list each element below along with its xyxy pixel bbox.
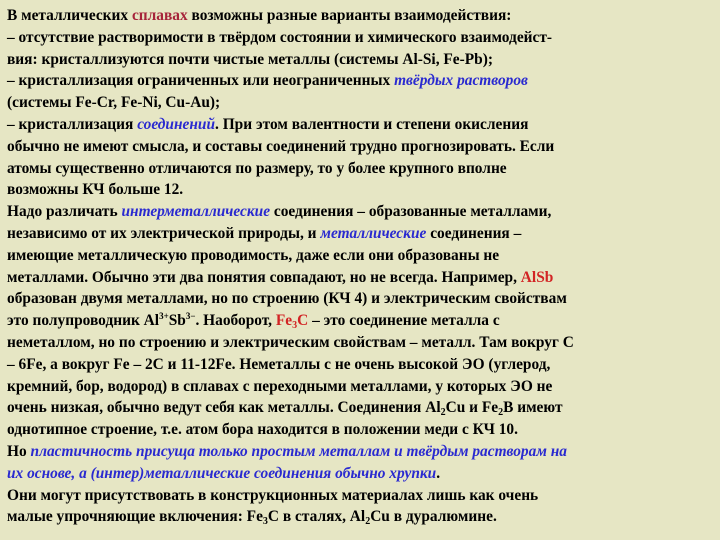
text-run: C bbox=[297, 312, 309, 330]
text-line-12 bbox=[7, 245, 713, 267]
text-run: 3− bbox=[185, 311, 196, 322]
text-run: это полупроводник Al bbox=[7, 312, 160, 330]
term-solid-solutions: твёрдых растворов bbox=[394, 72, 528, 90]
term-compounds: соединений bbox=[137, 115, 216, 133]
text-run: соединения – образованные металлами, bbox=[270, 203, 552, 221]
term-metallic: металлические bbox=[320, 224, 427, 242]
text-line-5 bbox=[7, 92, 713, 114]
text-run: Они могут присутствовать в конструкционных материалах лишь как очень bbox=[7, 486, 539, 504]
text-line-20 bbox=[7, 419, 713, 441]
text-run: 3 bbox=[262, 516, 268, 528]
text-run: Fe bbox=[275, 312, 293, 330]
text-run: 3 bbox=[292, 320, 298, 332]
text-line-18 bbox=[7, 376, 713, 398]
text-line-17 bbox=[7, 354, 713, 376]
text-run: В металлических bbox=[7, 7, 132, 24]
text-run: C в сталях, Al bbox=[267, 508, 366, 526]
text-line-24 bbox=[7, 506, 713, 528]
text-run: вия: кристаллизуются почти чистые металлы (системы Al-Si, Fe-Pb); bbox=[7, 50, 493, 68]
text-run: соединения – bbox=[426, 224, 522, 242]
text-run: малые упрочняющие включения: Fe bbox=[7, 508, 263, 526]
text-line-15 bbox=[7, 310, 713, 332]
text-run: – 6Fe, а вокруг Fe – 2C и 11-12Fe. Неметаллы с не очень высокой ЭО (углерод, bbox=[7, 355, 551, 373]
text-line-22 bbox=[7, 463, 713, 485]
text-run: . При этом валентности и степени окисления bbox=[215, 115, 529, 133]
text-run: 2 bbox=[365, 516, 371, 528]
text-line-4 bbox=[7, 70, 713, 92]
text-run: – кристаллизация bbox=[7, 115, 138, 133]
text-line-14 bbox=[7, 288, 713, 310]
text-line-16 bbox=[7, 332, 713, 354]
formula-alsb: AlSb bbox=[520, 268, 554, 286]
text-run: . Наоборот, bbox=[195, 312, 276, 330]
text-line-10 bbox=[7, 201, 713, 223]
text-run: обычно не имеют смысла, и составы соединений трудно прогнозировать. Если bbox=[7, 137, 555, 155]
text-run: металлами. Обычно эти два понятия совпадают, но не всегда. Например, bbox=[7, 268, 521, 286]
term-alloys: сплавах bbox=[131, 7, 188, 24]
text-line-1 bbox=[7, 5, 713, 27]
text-line-8 bbox=[7, 158, 713, 180]
text-run: – кристаллизация ограниченных или неограниченных bbox=[7, 72, 395, 90]
text-run: (системы Fe-Cr, Fe-Ni, Cu-Au); bbox=[7, 94, 221, 112]
text-line-2 bbox=[7, 27, 713, 49]
text-run: очень низкая, обычно ведут себя как металлы. Соединения Al bbox=[7, 399, 441, 417]
text-line-21 bbox=[7, 441, 713, 463]
text-run: атомы существенно отличаются по размеру, то у более крупного вполне bbox=[7, 159, 507, 177]
text-run: – это соединение металла с bbox=[308, 312, 500, 330]
text-run: возможны разные варианты взаимодействия: bbox=[187, 7, 512, 24]
text-run: 3+ bbox=[159, 311, 169, 322]
text-run: 2 bbox=[498, 407, 504, 419]
text-run: B имеют bbox=[503, 399, 563, 417]
term-intermetallic: интерметаллические bbox=[121, 203, 271, 221]
text-line-19 bbox=[7, 397, 713, 419]
text-run: Cu и Fe bbox=[445, 399, 499, 417]
text-line-9 bbox=[7, 179, 713, 201]
text-run: . bbox=[436, 464, 441, 482]
text-run: однотипное строение, т.е. атом бора находится в положении меди с КЧ 10. bbox=[7, 421, 518, 439]
text-run: имеющие металлическую проводимость, даже если они образованы не bbox=[7, 246, 500, 264]
text-line-23 bbox=[7, 485, 713, 507]
text-line-3 bbox=[7, 49, 713, 71]
text-run: образован двумя металлами, но по строению (КЧ 4) и электрическим свойствам bbox=[7, 290, 567, 308]
formula-fe3c bbox=[275, 312, 309, 332]
term-plasticity: пластичность присуща только простым металлам и твёрдым растворам на bbox=[30, 442, 567, 460]
text-run: возможны КЧ больше 12. bbox=[7, 181, 184, 199]
text-run: Но bbox=[7, 442, 31, 460]
text-run: Надо различать bbox=[7, 203, 122, 221]
text-run: кремний, бор, водород) в сплавах с переходными металлами, у которых ЭО не bbox=[7, 377, 553, 395]
text-line-11 bbox=[7, 223, 713, 245]
text-line-13 bbox=[7, 267, 713, 289]
text-run: Cu в дуралюмине. bbox=[370, 508, 497, 526]
text-run: 2 bbox=[440, 407, 446, 419]
slide-text bbox=[7, 5, 713, 528]
text-run: неметаллом, но по строению и электрическим свойствам – металл. Там вокруг С bbox=[7, 333, 574, 351]
text-run: – отсутствие растворимости в твёрдом состоянии и химического взаимодейст- bbox=[7, 28, 553, 46]
text-line-6 bbox=[7, 114, 713, 136]
text-run: независимо от их электрической природы, и bbox=[7, 224, 321, 242]
text-line-7 bbox=[7, 136, 713, 158]
text-run: Sb bbox=[168, 312, 186, 330]
term-brittle: их основе, а (интер)металлические соединения обычно хрупки bbox=[7, 464, 437, 482]
